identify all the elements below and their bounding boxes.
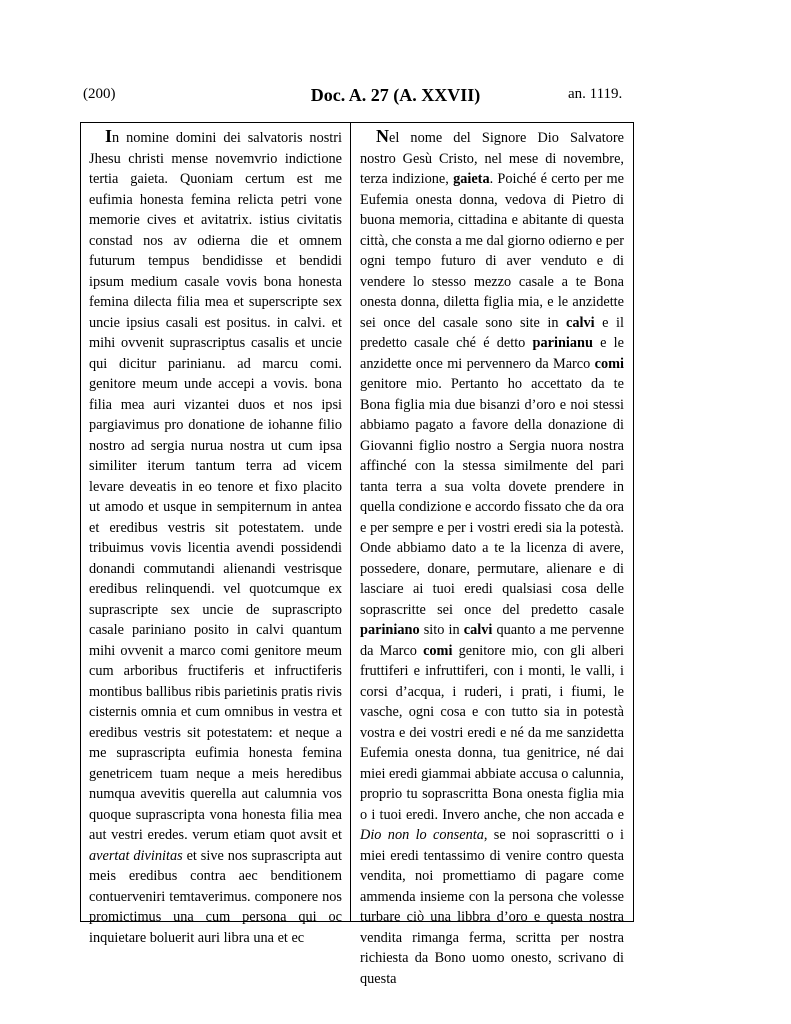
italian-segment: el nome del Signore Dio Salvatore nostro Gesù Cristo, nel mese di novembre, terza indizione,	[360, 130, 624, 187]
italian-segment: calvi	[463, 622, 493, 638]
italian-segment: comi	[423, 642, 453, 659]
italian-segment: calvi	[566, 314, 595, 331]
document-year: an. 1119.	[568, 86, 623, 102]
parallel-text-table	[80, 122, 634, 987]
latin-paragraph	[89, 126, 342, 948]
italian-column	[351, 123, 633, 987]
latin-initial: I	[105, 126, 113, 146]
italian-segment: genitore mio. Pertanto ho accettato da te Bona figlia mia due bisanzi d’oro e noi stessi abbiamo pagato a favore della donazione di Giovanni figlio nostro a Sergia nuora nostra affinché con la stessa similmente del pari tanta terra a sua volta dovete prendere in quella condizione e accordo fissato che da ora e per sempre e per i vostri eredi sia la potestà. Onde abbiamo dato a te la licenza di avere, possedere, donare, permutare, alienare e di lasciare ai tuoi eredi qualsiasi cosa delle soprascritte sei once del predetto casale	[360, 376, 624, 618]
italian-segment: e il predetto casale ché é detto	[360, 314, 624, 351]
italian-segment: sito in	[419, 622, 464, 638]
latin-text	[89, 130, 342, 946]
italian-text	[360, 130, 624, 987]
italian-paragraph	[360, 126, 624, 989]
italian-segment: parinianu	[532, 335, 593, 351]
italian-segment: e le anzidette once mi pervennero da Marco	[360, 335, 624, 372]
latin-segment: avertat divinitas	[89, 847, 183, 864]
latin-segment: et sive nos suprascripta aut meis eredibus contra aec benditionem contuerveniri temtaverimus. componere nos promictimus una cum persona qui oc inquietare boluerit auri libra una et ec	[89, 847, 342, 946]
italian-segment: pariniano	[360, 622, 420, 638]
page-number: (200)	[83, 86, 116, 102]
italian-initial: N	[376, 126, 389, 146]
italian-segment: genitore mio, con gli alberi fruttiferi e infruttiferi, con i monti, le valli, i corsi d’acqua, i ruderi, i prati, i fiumi, le vasche, ogni cosa e con tutto sia in potestà vostra e dei vostri eredi e né da me sanzidetta Eufemia onesta donna, tua genitrice, né dai miei eredi giammai abbiate accusa o calunnia, proprio tu soprascritta Bona onesta figlia mia o i tuoi eredi. Invero anche, che non accada e	[360, 642, 624, 823]
italian-segment: , se noi soprascritti o i miei eredi tentassimo di venire contro questa vendita, noi promettiamo di pagare come ammenda insieme con la persona che volesse turbare ciò una libbra d’oro e questa nostra vendita rimanga ferma, scritta per nostra richiesta da Bono uomo onesto, scrivano di questa	[360, 827, 624, 987]
italian-segment: gaieta	[453, 171, 490, 187]
latin-segment: n nomine domini dei salvatoris nostri Jhesu christi mense novemvrio indictione tertia gaieta. Quoniam certum est me eufimia honesta femina relicta petri vone memorie cives et avitatrix. istius civitatis constad nos av odierna die et omnem futurum tempus bendidisse et bendidi ipsum medium casale vovis bona honesta femina dilecta filia mea et superscripte sex uncie ipsius casali est positus. in calvi. et mihi ovvenit suprascriptus casalis et uncie qui dicitur parinianu. ad marcu comi. genitore meum unde accepi a vovis. bona filia mea auri vizantei duos et nos ipsi pargiavimus pro donatione de iohanne filio nostro ad sergia nurua nostra ut cum ipsa similiter iterum tantum terra ad vicem levare deveatis in eo tenore et fixo placito ut amodo et usque in sempiternum in antea et eredibus vestris sit potestatem. unde tribuimus vovis licentia avendi possidendi donandi commutandi alienandi vestrisque eredibus relinquendi. vel quotcumque ex suprascripte sex uncie de suprascripto casale pariniano posito in calvi quantum mihi ovvenit a marco comi genitore meum cum arboribus fructiferis et infructiferis montibus ballibus ribis parietinis pratis rivis cisternis omnia et cum omnibus in vestra et eredibus vestris sit potestatem: et neque a me suprascripta eufimia honesta femina genetricem tuam neque a meis heredibus numqua avevitis querella aut calumnia vos quoque suprascripta vona honesta filia mea aut vestri eredes. verum etiam quot avsit et	[89, 130, 342, 843]
italian-segment: comi	[594, 355, 624, 372]
document-title: Doc. A. 27 (A. XXVII)	[310, 85, 481, 105]
italian-segment: . Poiché é certo per me Eufemia onesta donna, vedova di Pietro di buona memoria, cittadina e abitante di questa città, che consta a me dal giorno odierno e per ogni tempo futuro di aver venduto e di vendere lo stesso mezzo casale a te Bona onesta donna, diletta figlia mia, e le anzidette sei once del casale sono site in	[360, 171, 624, 331]
italian-segment: Dio non lo consenta	[360, 827, 484, 843]
italian-segment: quanto a me pervenne da Marco	[360, 622, 624, 659]
latin-column	[81, 123, 351, 946]
